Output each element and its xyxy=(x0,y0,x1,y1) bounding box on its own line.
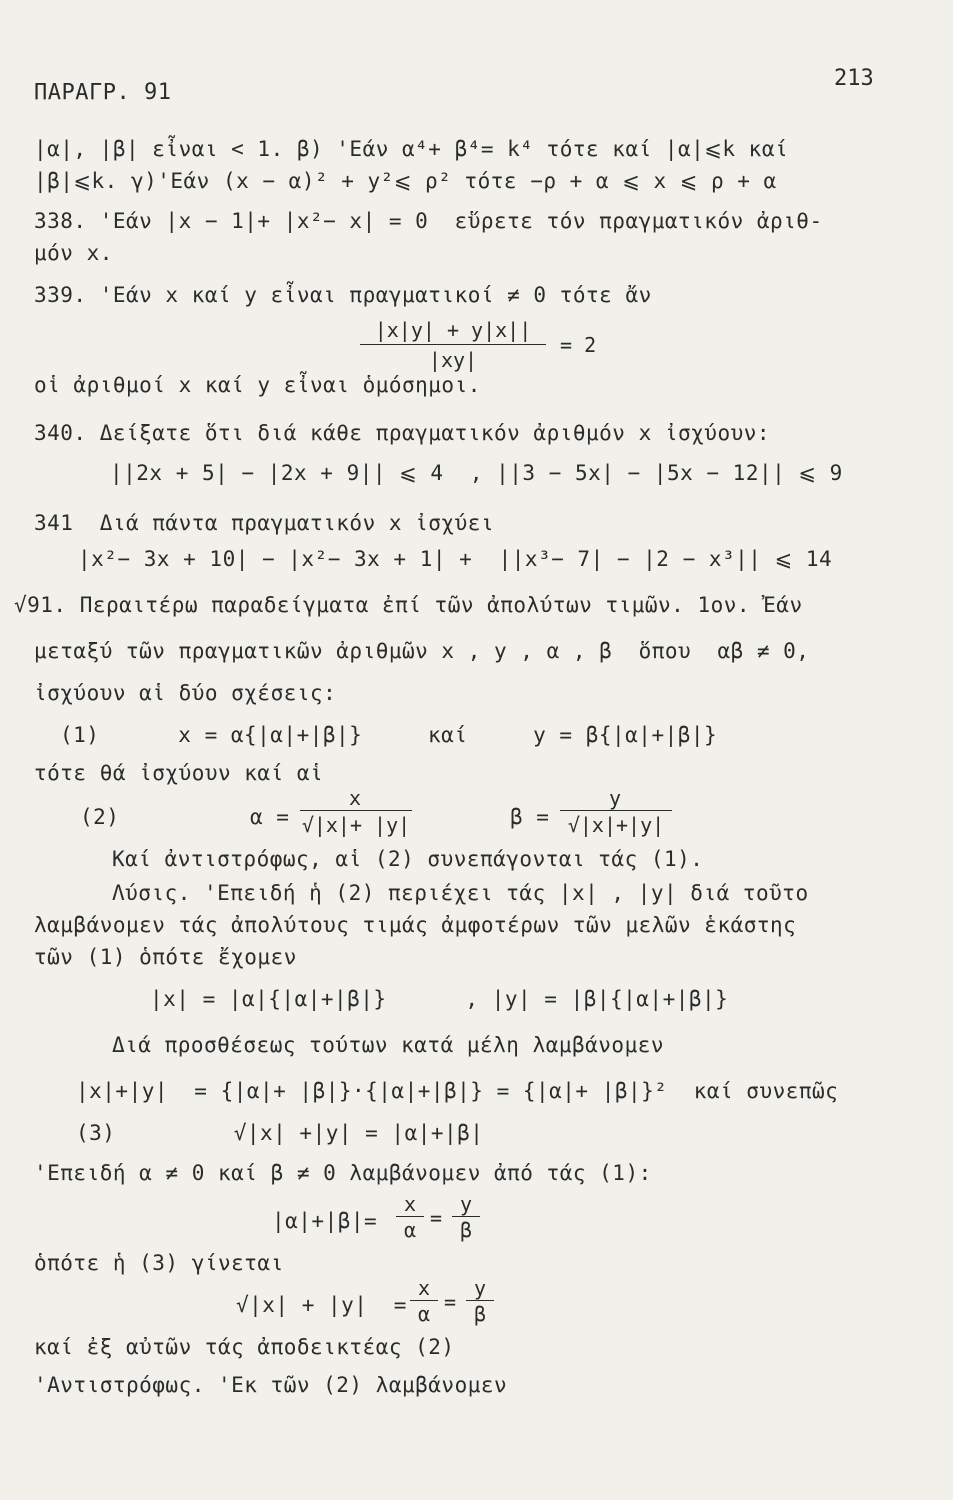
equation-sum: |x|+|y| = {|α|+ |β|}·{|α|+|β|} = {|α|+ |β|}² καί συνεπῶς xyxy=(76,1079,839,1103)
eq339-numerator: |x|y| + y|x|| xyxy=(374,318,532,342)
eq2-alpha-numerator: x xyxy=(348,786,362,810)
frac-denominator: β xyxy=(459,1218,473,1242)
fraction-bar xyxy=(396,1216,424,1217)
frac-numerator: y xyxy=(459,1192,473,1216)
section-91-heading: √91. Περαιτέρω παραδείγματα ἐπί τῶν ἀπολύτων τιμῶν. 1ον. Ἐάν xyxy=(14,593,803,617)
equals-sign: = xyxy=(430,1206,443,1230)
equation-1: (1) x = α{|α|+|β|} καί y = β{|α|+|β|} xyxy=(60,723,718,747)
text-line: Διά προσθέσεως τούτων κατά μέλη λαμβάνομεν xyxy=(112,1033,665,1057)
fraction-bar xyxy=(466,1300,494,1301)
fraction-bar xyxy=(560,810,672,811)
text-line: |α|, |β| εἶναι < 1. β) 'Εάν α⁴+ β⁴= k⁴ τότε καί |α|⩽k καί xyxy=(34,137,789,161)
text-line: τότε θά ἰσχύουν καί αἱ xyxy=(34,761,324,785)
text-line: λαμβάνομεν τάς ἀπολύτους τιμάς ἀμφοτέρων τῶν μελῶν ἑκάστης xyxy=(34,913,797,937)
inequality-341: |x²− 3x + 10| − |x²− 3x + 1| + ||x³− 7| − |2 − x³|| ⩽ 14 xyxy=(78,547,833,571)
equals-sign: = xyxy=(444,1290,457,1314)
fraction-bar xyxy=(360,344,546,345)
fraction-bar xyxy=(410,1300,438,1301)
equation-3: (3) √|x| +|y| = |α|+|β| xyxy=(76,1121,484,1145)
solution-heading: Λύσις. 'Επειδή ἡ (2) περιέχει τάς |x| , |y| διά τοῦτο xyxy=(112,881,809,905)
problem-340: 340. Δείξατε ὅτι διά κάθε πραγματικόν ἀριθμόν x ἰσχύουν: xyxy=(34,421,771,445)
text-line: τῶν (1) ὁπότε ἔχομεν xyxy=(34,945,297,969)
eq2-beta-numerator: y xyxy=(608,786,622,810)
eq339-rhs: = 2 xyxy=(560,333,597,357)
equation-ratio-lhs: |α|+|β|= xyxy=(272,1209,378,1233)
text-line: ἰσχύουν αἱ δύο σχέσεις: xyxy=(34,681,337,705)
text-line: οἱ ἀριθμοί x καί y εἶναι ὁμόσημοι. xyxy=(34,373,481,397)
text-line: ὁπότε ἡ (3) γίνεται xyxy=(34,1251,284,1275)
text-line: |β|⩽k. γ)'Εάν (x − α)² + y²⩽ ρ² τότε −ρ + α ⩽ x ⩽ ρ + α xyxy=(34,169,777,193)
equation-2-label: (2) xyxy=(80,805,120,829)
eq2-alpha: α = xyxy=(250,805,290,829)
equation-abs: |x| = |α|{|α|+|β|} , |y| = |β|{|α|+|β|} xyxy=(150,987,729,1011)
frac-numerator: y xyxy=(473,1276,487,1300)
text-line: μόν x. xyxy=(34,241,113,265)
text-line: 'Επειδή α ≠ 0 καί β ≠ 0 λαμβάνομεν ἀπό τάς (1): xyxy=(34,1161,652,1185)
problem-341: 341 Διά πάντα πραγματικόν x ἰσχύει xyxy=(34,511,495,535)
problem-338: 338. 'Εάν |x − 1|+ |x²− x| = 0 εὕρετε τόν πραγματικόν ἀριθ- xyxy=(34,209,823,233)
running-head: ΠΑΡΑΓΡ. 91 xyxy=(34,80,172,105)
page-number: 213 xyxy=(834,66,874,91)
eq339-denominator: |xy| xyxy=(428,348,478,372)
frac-denominator: α xyxy=(417,1302,431,1326)
text-line: μεταξύ τῶν πραγματικῶν ἀριθμῶν x , y , α , β ὅπου αβ ≠ 0, xyxy=(34,639,810,663)
problem-339: 339. 'Εάν x καί y εἶναι πραγματικοί ≠ 0 τότε ἄν xyxy=(34,283,652,307)
fraction-bar xyxy=(452,1216,480,1217)
eq2-alpha-denominator: √|x|+ |y| xyxy=(301,813,411,837)
frac-numerator: x xyxy=(417,1276,431,1300)
equation-root-lhs: √|x| + |y| = xyxy=(236,1293,407,1317)
inequality-340: ||2x + 5| − |2x + 9|| ⩽ 4 , ||3 − 5x| − |5x − 12|| ⩽ 9 xyxy=(110,461,843,485)
frac-numerator: x xyxy=(403,1192,417,1216)
text-line: καί ἐξ αὐτῶν τάς ἀποδεικτέας (2) xyxy=(34,1335,455,1359)
text-line: Καί ἀντιστρόφως, αἱ (2) συνεπάγονται τάς (1). xyxy=(112,847,704,871)
frac-denominator: α xyxy=(403,1218,417,1242)
text-line: 'Αντιστρόφως. 'Εκ τῶν (2) λαμβάνομεν xyxy=(34,1373,508,1397)
eq2-beta: β = xyxy=(510,805,550,829)
frac-denominator: β xyxy=(473,1302,487,1326)
fraction-bar xyxy=(300,810,412,811)
eq2-beta-denominator: √|x|+|y| xyxy=(567,813,665,837)
